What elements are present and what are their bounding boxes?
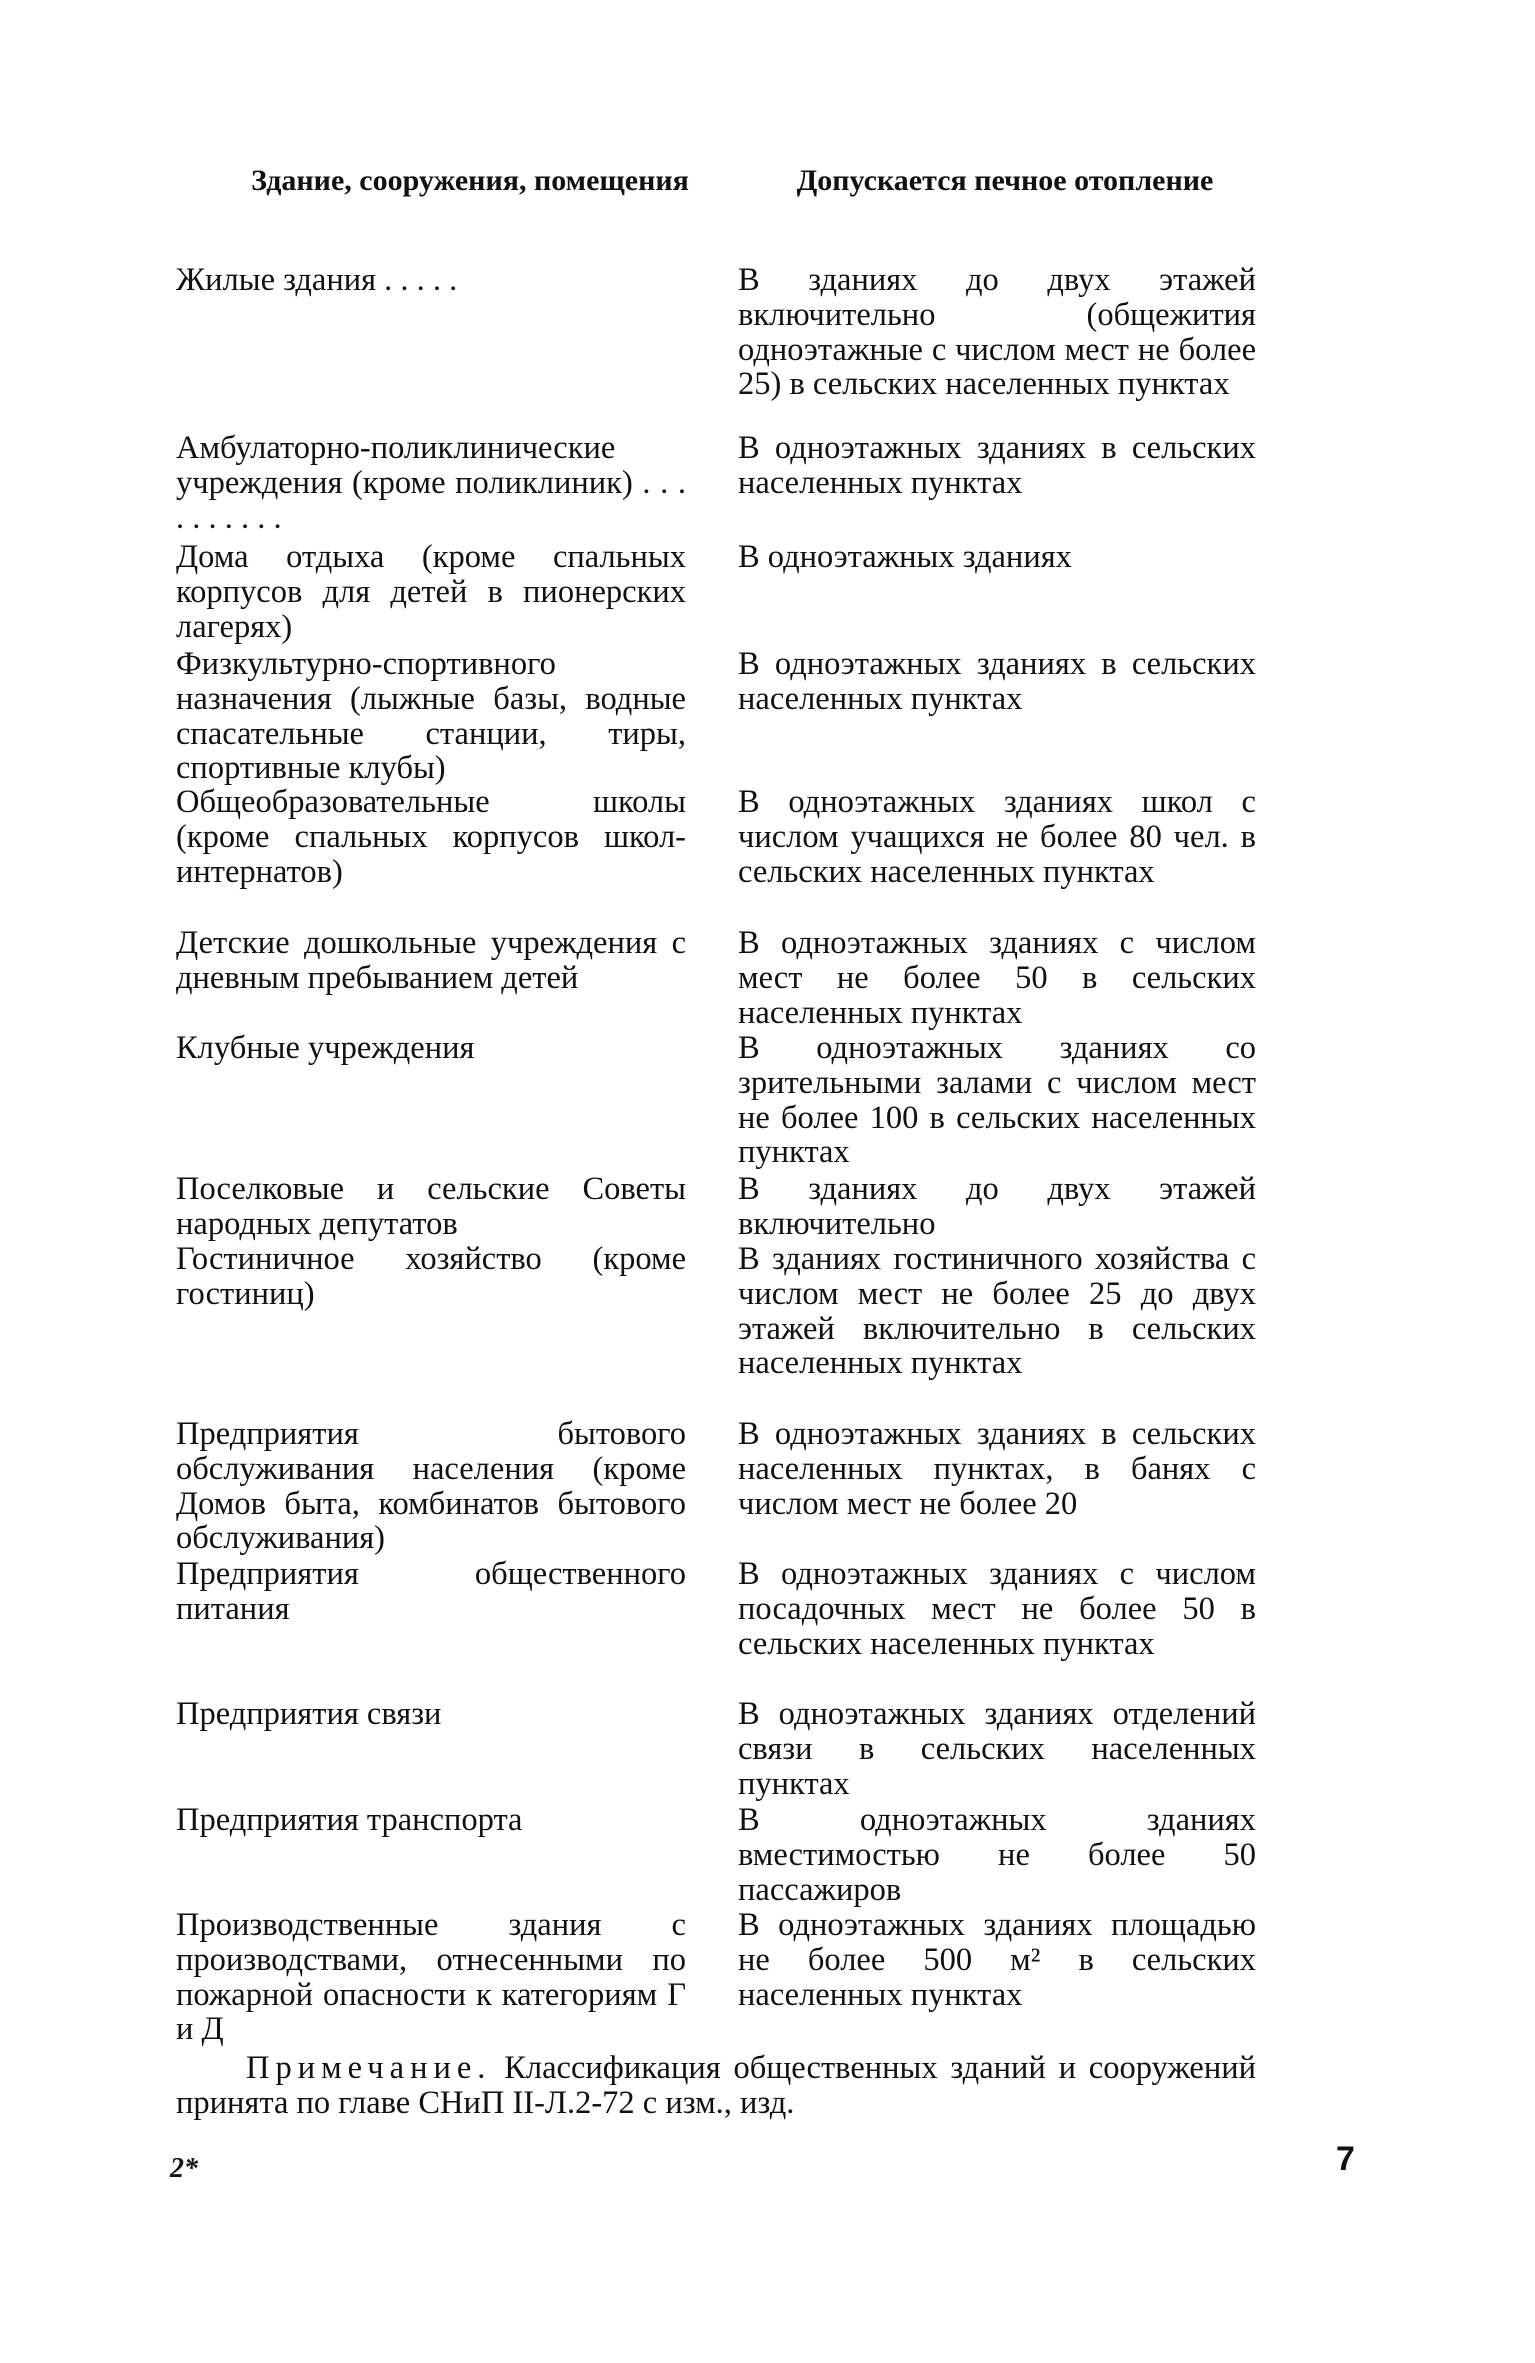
heating-cell: В одноэтажных зданиях школ с числом учащихся не более 80 чел. в сельских населенных пунктах (738, 784, 1256, 890)
building-cell: Предприятия транспорта (176, 1802, 523, 1838)
building-cell: Предприятия общественного питания (176, 1556, 686, 1627)
table-note (176, 2051, 1256, 2121)
table-row (176, 785, 1256, 926)
table-row (176, 1803, 1256, 1908)
signature-mark: 2* (170, 2153, 198, 2184)
note-text: Классификация общественных зданий и сооружений принята по главе СНиП II-Л.2-72 с изм., изд. (176, 2050, 1257, 2121)
building-cell: Гостиничное хозяйство (кроме гостиниц) (176, 1241, 686, 1312)
heating-cell: В одноэтажных зданиях отделений связи в сельских населенных пунктах (738, 1696, 1256, 1802)
heating-cell: В одноэтажных зданиях площадью не более 500 м² в сельских населенных пунктах (738, 1907, 1256, 2013)
heating-cell: В одноэтажных зданиях со зрительными залами с числом мест не более 100 в сельских населенных пунктах (738, 1030, 1256, 1171)
building-cell: Производственные здания с производствами, отнесенными по пожарной опасности к категориям Г и Д (176, 1907, 686, 2048)
table-row (176, 1031, 1256, 1172)
building-cell: Детские дошкольные учреждения с дневным пребыванием детей (176, 925, 686, 996)
heating-cell: В одноэтажных зданиях с числом мест не более 50 в сельских населенных пунктах (738, 925, 1256, 1031)
heating-cell: В одноэтажных зданиях в сельских населенных пунктах (738, 430, 1256, 501)
table-row (176, 1697, 1256, 1803)
building-cell: Предприятия связи (176, 1696, 442, 1732)
building-cell: Предприятия бытового обслуживания населения (кроме Домов быта, комбинатов бытового обслуживания) (176, 1416, 686, 1557)
column-header-heating: Допускается печное отопление (796, 164, 1214, 197)
table-row (176, 1172, 1256, 1242)
heating-cell: В одноэтажных зданиях (738, 539, 1072, 575)
building-cell: Физкультурно-спортивного назначения (лыжные базы, водные спасательные станции, тиры, спортивные клубы) (176, 646, 686, 787)
table-row (176, 1417, 1256, 1557)
heating-table (176, 263, 1256, 2048)
heating-cell: В одноэтажных зданиях с числом посадочных мест не более 50 в сельских населенных пунктах (738, 1556, 1256, 1662)
table-row (176, 263, 1256, 431)
heating-cell: В зданиях до двух этажей включительно (общежития одноэтажные с числом мест не более 25) в сельских населенных пунктах (738, 262, 1256, 403)
building-cell: Амбулаторно-поликлинические учреждения (кроме поликлиник) . . . . . . . . . . (176, 430, 686, 536)
table-row (176, 1908, 1256, 2048)
table-row (176, 540, 1256, 647)
building-cell: Клубные учреждения (176, 1030, 475, 1066)
table-row (176, 1557, 1256, 1697)
column-header-building: Здание, сооружения, помещения (251, 164, 689, 197)
building-cell: Поселковые и сельские Советы народных депутатов (176, 1171, 686, 1242)
building-cell: Общеобразовательные школы (кроме спальных корпусов школ-интернатов) (176, 784, 686, 890)
heating-cell: В одноэтажных зданиях в сельских населенных пунктах (738, 646, 1256, 717)
building-cell: Жилые здания . . . . . (176, 262, 458, 298)
table-row (176, 431, 1256, 540)
note-label: Примечание. (246, 2050, 492, 2086)
building-cell: Дома отдыха (кроме спальных корпусов для детей в пионерских лагерях) (176, 539, 686, 645)
page-number: 7 (1336, 2140, 1355, 2178)
heating-cell: В зданиях до двух этажей включительно (738, 1171, 1256, 1242)
heating-cell: В одноэтажных зданиях вместимостью не более 50 пассажиров (738, 1802, 1256, 1908)
heating-cell: В одноэтажных зданиях в сельских населенных пунктах, в банях с числом мест не более 20 (738, 1416, 1256, 1522)
heating-cell: В зданиях гостиничного хозяйства с числом мест не более 25 до двух этажей включительно в сельских населенных пунктах (738, 1241, 1256, 1382)
table-row (176, 1242, 1256, 1417)
table-row (176, 926, 1256, 1031)
table-row (176, 647, 1256, 785)
